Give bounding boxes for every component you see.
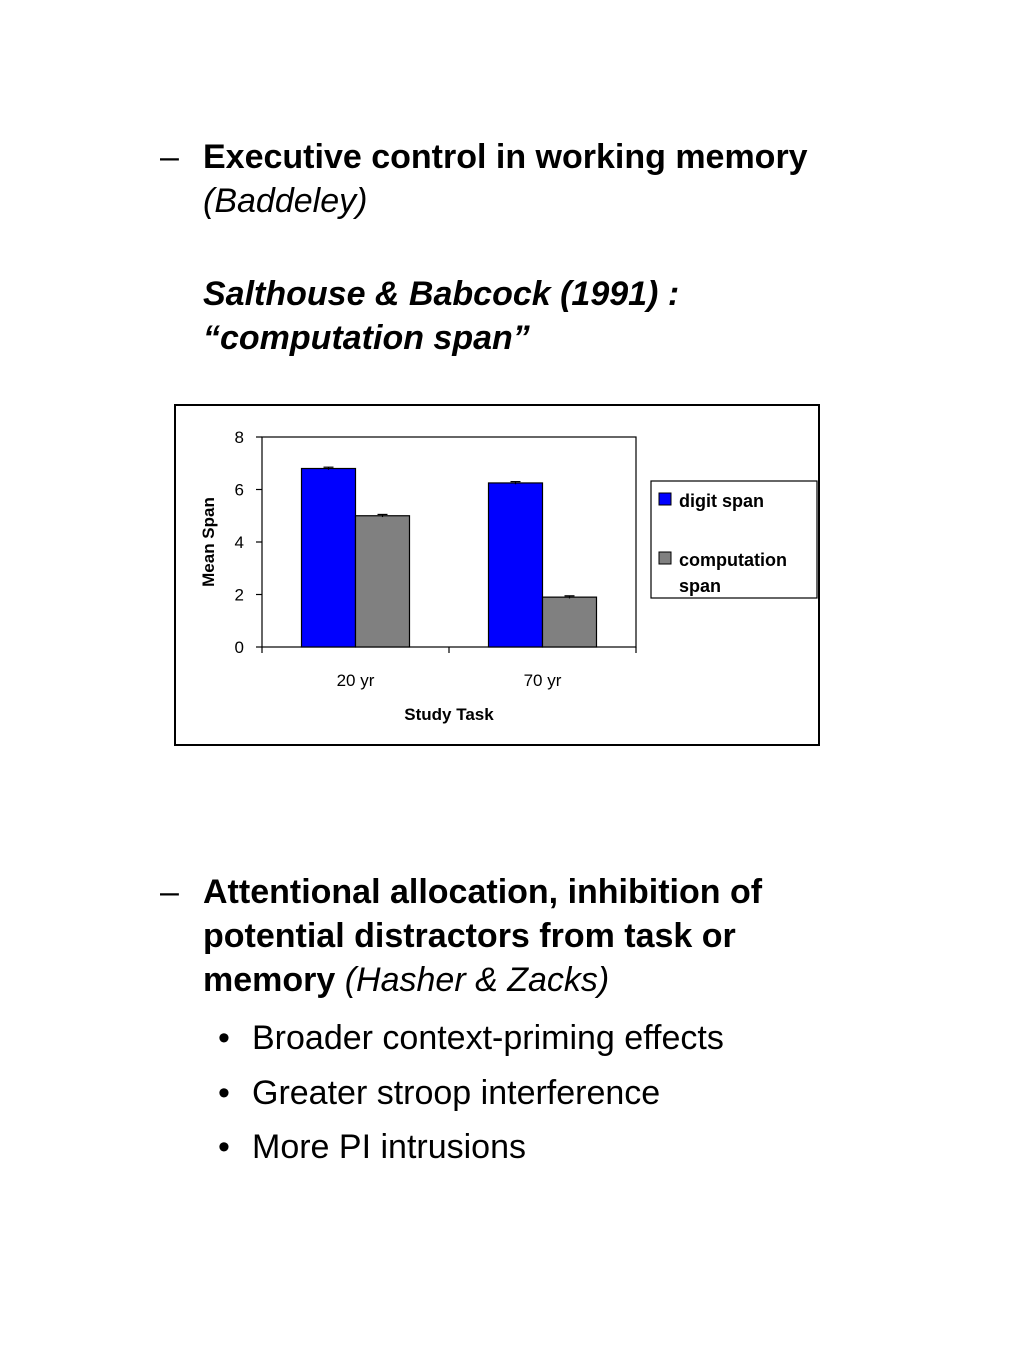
y-tick-label: 8 [234, 428, 244, 447]
bar-0-1 [489, 483, 543, 647]
x-tick-label: 70 yr [523, 671, 562, 690]
legend-swatch-1 [659, 552, 671, 564]
bar-chart [174, 404, 820, 746]
bar-1-0 [356, 516, 410, 647]
legend-label-0: digit span [679, 491, 764, 511]
y-axis-label: Mean Span [199, 497, 218, 587]
x-axis-label: Study Task [404, 705, 494, 724]
citation-line-2: “computation span” [203, 319, 530, 357]
bullet-text-1: Broader context-priming effects [252, 1019, 724, 1057]
legend-label-1: computation span [679, 550, 787, 596]
bullet-item-3 [218, 1125, 526, 1169]
section2-attribution: (Hasher & Zacks) [344, 961, 610, 999]
y-tick-label: 6 [234, 480, 244, 500]
y-tick-label: 4 [234, 533, 244, 552]
section2-heading-line-3: memory [203, 961, 336, 999]
section2-heading-block [203, 870, 923, 1002]
y-tick-label: 0 [234, 638, 244, 657]
section2-dash: – [160, 873, 179, 911]
bullet-item-2 [218, 1071, 660, 1115]
y-tick-label: 2 [234, 585, 244, 605]
bullet-icon: • [218, 1128, 230, 1166]
legend-swatch-0 [659, 493, 671, 505]
bar-0-0 [302, 469, 356, 648]
section1-dash: – [160, 138, 179, 176]
bullet-icon: • [218, 1019, 230, 1057]
bullet-item-1 [218, 1016, 724, 1060]
section1-heading-block [203, 135, 923, 223]
x-tick-label: 20 yr [336, 671, 375, 690]
section2-heading-line-1: Attentional allocation, inhibition of [203, 873, 763, 911]
bullet-icon: • [218, 1074, 230, 1112]
y-axis-ticks [235, 428, 262, 657]
citation-line-1: Salthouse & Babcock (1991) : [203, 275, 680, 313]
citation-block [203, 272, 923, 360]
bullet-text-2: Greater stroop interference [252, 1074, 661, 1112]
section1-heading: Executive control in working memory [203, 138, 808, 176]
bar-1-1 [543, 597, 597, 647]
section1-attribution: (Baddeley) [203, 182, 368, 220]
legend [651, 481, 817, 598]
bullet-text-3: More PI intrusions [252, 1128, 526, 1166]
x-axis-ticks [262, 647, 636, 690]
section2-heading-line-2: potential distractors from task or [203, 917, 736, 955]
